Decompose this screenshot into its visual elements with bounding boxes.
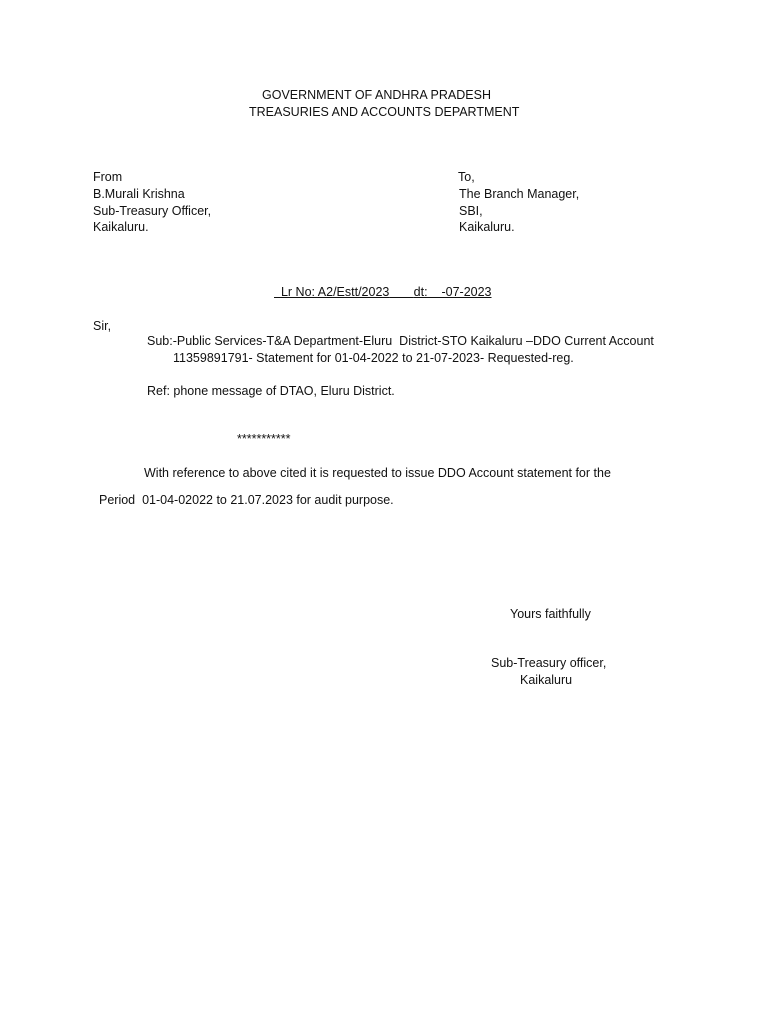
body-line-1: With reference to above cited it is requested to issue DDO Account statement for the bbox=[144, 466, 611, 480]
subject-line-2: 11359891791- Statement for 01-04-2022 to 21-07-2023- Requested-reg. bbox=[173, 351, 574, 365]
signatory-place: Kaikaluru bbox=[520, 673, 573, 687]
valediction: Yours faithfully bbox=[510, 607, 591, 621]
from-place: Kaikaluru. bbox=[93, 220, 149, 234]
letter-number: Lr No: A2/Estt/2023 bbox=[280, 285, 390, 299]
to-bank: SBI, bbox=[459, 204, 483, 218]
ref-line: Ref: phone message of DTAO, Eluru District. bbox=[147, 384, 395, 398]
to-label: To, bbox=[458, 170, 475, 184]
from-name: B.Murali Krishna bbox=[93, 187, 185, 201]
header-government: GOVERNMENT OF ANDHRA PRADESH bbox=[262, 88, 491, 102]
body-line-2: Period 01-04-02022 to 21.07.2023 for audit purpose. bbox=[99, 493, 394, 507]
letter-date: dt: -07-2023 bbox=[413, 285, 492, 299]
to-place: Kaikaluru. bbox=[459, 220, 515, 234]
from-label: From bbox=[93, 170, 123, 184]
to-name: The Branch Manager, bbox=[459, 187, 580, 201]
subject-line-1: Sub:-Public Services-T&A Department-Eluru District-STO Kaikaluru –DDO Current Account bbox=[147, 334, 654, 348]
letter-reference bbox=[274, 268, 492, 300]
salutation: Sir, bbox=[93, 319, 112, 333]
asterisk-separator: *********** bbox=[237, 432, 291, 446]
from-designation: Sub-Treasury Officer, bbox=[93, 204, 212, 218]
header-department: TREASURIES AND ACCOUNTS DEPARTMENT bbox=[249, 105, 520, 119]
signatory-designation: Sub-Treasury officer, bbox=[491, 656, 607, 670]
